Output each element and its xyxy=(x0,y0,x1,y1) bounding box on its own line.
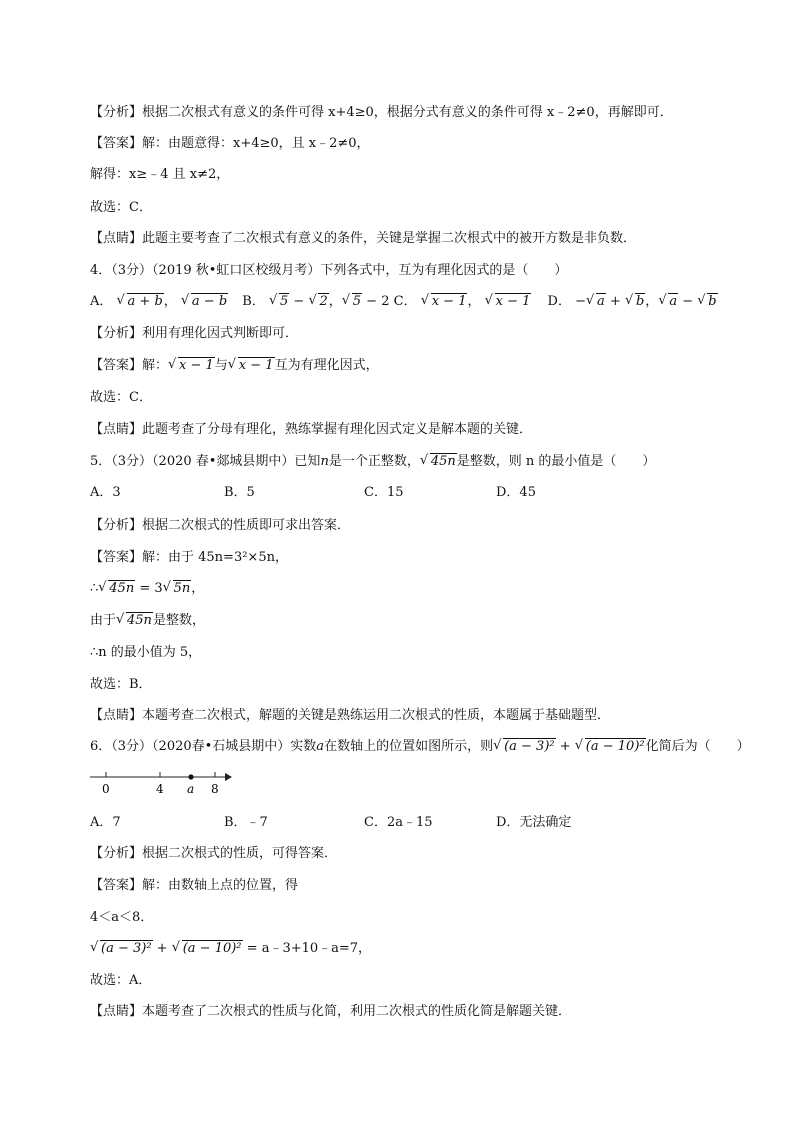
q6-stem: 6．（3分）（2020春•石城县期中）实数a在数轴上的位置如图所示，则√ (a − 3)² + √ (a − 10)²化简后为（ ） xyxy=(90,738,734,756)
q3-answer-line2: 解得：x≥﹣4 且 x≠2， xyxy=(90,167,230,182)
q6-answer-line3: √ (a − 3)² + √ (a − 10)² = a﹣3+10﹣a=7， xyxy=(90,940,734,958)
q4-options xyxy=(90,293,734,311)
q4-option-b: B． √ 5 − √ 2，√ 5 − 2 xyxy=(242,294,393,309)
q4-comment: 【点睛】此题考查了分母有理化，熟练掌握有理化因式定义是解本题的关键． xyxy=(90,422,533,437)
q5-answer-line2: ∴√ 45n = 3√ 5n， xyxy=(90,580,734,598)
q4-option-d: D． −√ a + √ b，√ a − √ b xyxy=(548,294,718,309)
q6-answer-line1: 【答案】解：由数轴上点的位置，得 xyxy=(90,878,299,893)
q6-option-b: B．﹣7 xyxy=(224,815,268,830)
q6-answer-line2: 4＜a＜8． xyxy=(90,910,154,925)
q3-analysis: 【分析】根据二次根式有意义的条件可得 x+4≥0，根据分式有意义的条件可得 x﹣2≠0，再解即可． xyxy=(90,105,673,120)
q3-choose: 故选：C． xyxy=(90,200,152,215)
q4-option-a-label: A． xyxy=(90,294,113,309)
label-4: 4 xyxy=(156,782,164,796)
q4-option-c: C． √ x − 1， √ x − 1 xyxy=(394,294,536,309)
q5-option-a: A．3 xyxy=(90,485,121,500)
point-a xyxy=(188,774,193,779)
q6-comment: 【点睛】本题考查了二次根式的性质与化简，利用二次根式的性质化简是解题关键． xyxy=(90,1004,572,1019)
q4-option-b-label: B． xyxy=(242,294,265,309)
q3-comment: 【点睛】此题主要考查了二次根式有意义的条件，关键是掌握二次根式中的被开方数是非负数． xyxy=(90,231,637,246)
q4-analysis: 【分析】利用有理化因式判断即可． xyxy=(90,326,299,341)
q6-option-c: C．2a﹣15 xyxy=(364,815,433,830)
q6-option-d: D．无法确定 xyxy=(496,815,572,830)
q4-option-a-root1: √ a + b xyxy=(118,293,164,311)
label-a: a xyxy=(187,782,195,796)
number-line-figure xyxy=(90,765,240,797)
q5-answer-line1: 【答案】解：由于 45n=3²×5n， xyxy=(90,550,288,565)
q4-option-d-label: D． xyxy=(547,294,571,309)
q5-option-b: B．5 xyxy=(224,485,255,500)
q6-choose: 故选：A． xyxy=(90,973,152,988)
number-line-arrow xyxy=(225,773,232,781)
q5-option-c: C．15 xyxy=(364,485,404,500)
q3-answer-line1: 【答案】解：由题意得：x+4≥0，且 x﹣2≠0， xyxy=(90,136,370,151)
q5-option-d: D．45 xyxy=(496,485,536,500)
q6-option-a: A．7 xyxy=(90,815,121,830)
q5-choose: 故选：B． xyxy=(90,677,152,692)
number-line-svg xyxy=(90,765,240,797)
q5-comment: 【点睛】本题考查二次根式，解题的关键是熟练运用二次根式的性质，本题属于基础题型． xyxy=(90,708,611,723)
label-8: 8 xyxy=(211,782,219,796)
q4-stem: 4．（3分）（2019 秋•虹口区校级月考）下列各式中，互为有理化因式的是（ ） xyxy=(90,263,568,278)
q4-option-a-root2: √ a − b xyxy=(182,293,228,311)
label-0: 0 xyxy=(102,782,110,796)
q5-answer-line4: ∴n 的最小值为 5， xyxy=(90,645,202,660)
q4-option-a: A． √ a + b， √ a − b xyxy=(90,294,232,309)
q5-analysis: 【分析】根据二次根式的性质即可求出答案． xyxy=(90,518,351,533)
q5-stem: 5．（3分）（2020 春•郯城县期中）已知n是一个正整数，√ 45n是整数，则 n 的最小值是（ ） xyxy=(90,453,734,471)
q5-answer-line3: 由于√ 45n是整数， xyxy=(90,612,734,630)
q4-answer: 【答案】解：√ x − 1与√ x − 1互为有理化因式， xyxy=(90,357,734,375)
q4-option-c-label: C． xyxy=(393,294,417,309)
q4-choose: 故选：C． xyxy=(90,390,152,405)
q6-analysis: 【分析】根据二次根式的性质，可得答案． xyxy=(90,846,338,861)
